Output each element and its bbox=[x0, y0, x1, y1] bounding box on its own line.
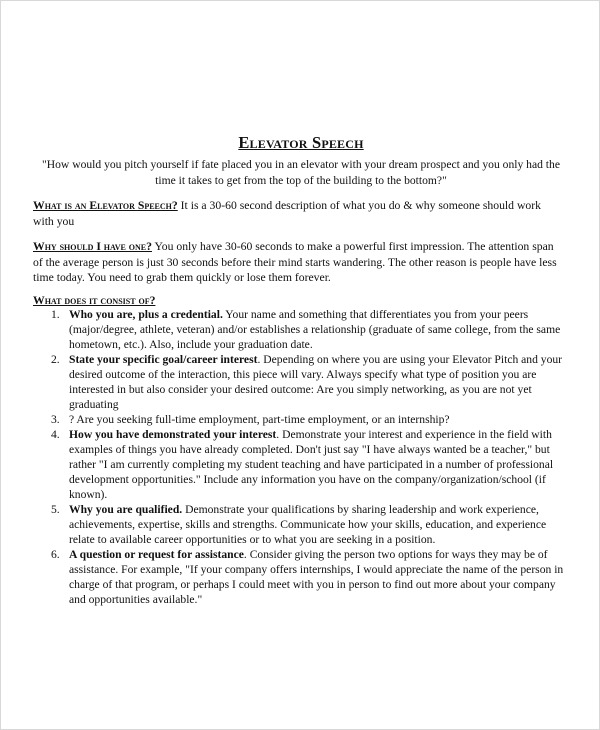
what-is-section bbox=[33, 198, 563, 229]
list-item-text: Your name and something that differentiates you from your peers (major/degree, athlete, veteran) and/or establishes a relationship (graduate of same college, from the same hometown, etc.). Also, include your graduation date. bbox=[69, 308, 561, 351]
list-item-number: 4. bbox=[51, 428, 60, 441]
list-item bbox=[33, 352, 569, 412]
list-item-title: Who you are, plus a credential. bbox=[69, 308, 223, 321]
consist-list bbox=[33, 307, 569, 607]
what-is-heading: What is an Elevator Speech? bbox=[33, 199, 178, 212]
why-heading: Why should I have one? bbox=[33, 240, 152, 253]
list-item-number: 2. bbox=[51, 353, 60, 366]
list-item-title: How you have demonstrated your interest bbox=[69, 428, 277, 441]
list-item-number: 3. bbox=[51, 413, 60, 426]
list-item-text: . Consider giving the person two options for ways they may be of assistance. For example, "If your company offers internships, I would appreciate the name of the person in charge of that program, or perhaps I could meet with you in person to find out more about your company and opportunities available." bbox=[69, 548, 564, 606]
list-item-number: 1. bbox=[51, 308, 60, 321]
list-item-title: A question or request for assistance bbox=[69, 548, 244, 561]
document-title: Elevator Speech bbox=[238, 133, 364, 152]
list-item bbox=[33, 502, 569, 547]
list-item bbox=[33, 412, 569, 427]
list-item-text: . Demonstrate your interest and experience in the field with examples of things you have already completed. Don't just say "I have always wanted be a teacher," but rather "I am currently completing my student teaching and have participated in a number of professional development opportunities." Include any information you have on the company/organization/school (if known). bbox=[69, 428, 554, 501]
list-item bbox=[33, 307, 569, 352]
why-text: You only have 30-60 seconds to make a powerful first impression. The attention span of the average person is just 30 seconds before their mind starts wandering. The other reason is people have less time today. You need to grab them quickly or lose them forever. bbox=[33, 240, 557, 284]
list-item bbox=[33, 547, 569, 607]
what-is-text: It is a 30-60 second description of what you do & why someone should work with you bbox=[33, 199, 541, 228]
intro-quote: "How would you pitch yourself if fate placed you in an elevator with your dream prospect and you only had the time it takes to get from the top of the building to the bottom?" bbox=[42, 158, 560, 187]
list-item-text: . Depending on where you are using your Elevator Pitch and your desired outcome of the interaction, this piece will vary. Always specify what type of position you are interested in but also consider your desired outcome: Are you simply networking, as you are not yet graduating bbox=[69, 353, 563, 411]
list-item-number: 6. bbox=[51, 548, 60, 561]
list-item-text: Demonstrate your qualifications by sharing leadership and work experience, achievements, expertise, skills and strengths. Communicate how your skills, education, and experience relate to available career opportunities or to what you are seeking in a position. bbox=[69, 503, 547, 546]
list-item-title: Why you are qualified. bbox=[69, 503, 183, 516]
why-section bbox=[33, 239, 563, 286]
list-item-number: 5. bbox=[51, 503, 60, 516]
consist-heading: What does it consist of? bbox=[33, 294, 156, 307]
list-item bbox=[33, 427, 569, 502]
list-item-text: ? Are you seeking full-time employment, part-time employment, or an internship? bbox=[69, 413, 450, 426]
list-item-title: State your specific goal/career interest bbox=[69, 353, 258, 366]
